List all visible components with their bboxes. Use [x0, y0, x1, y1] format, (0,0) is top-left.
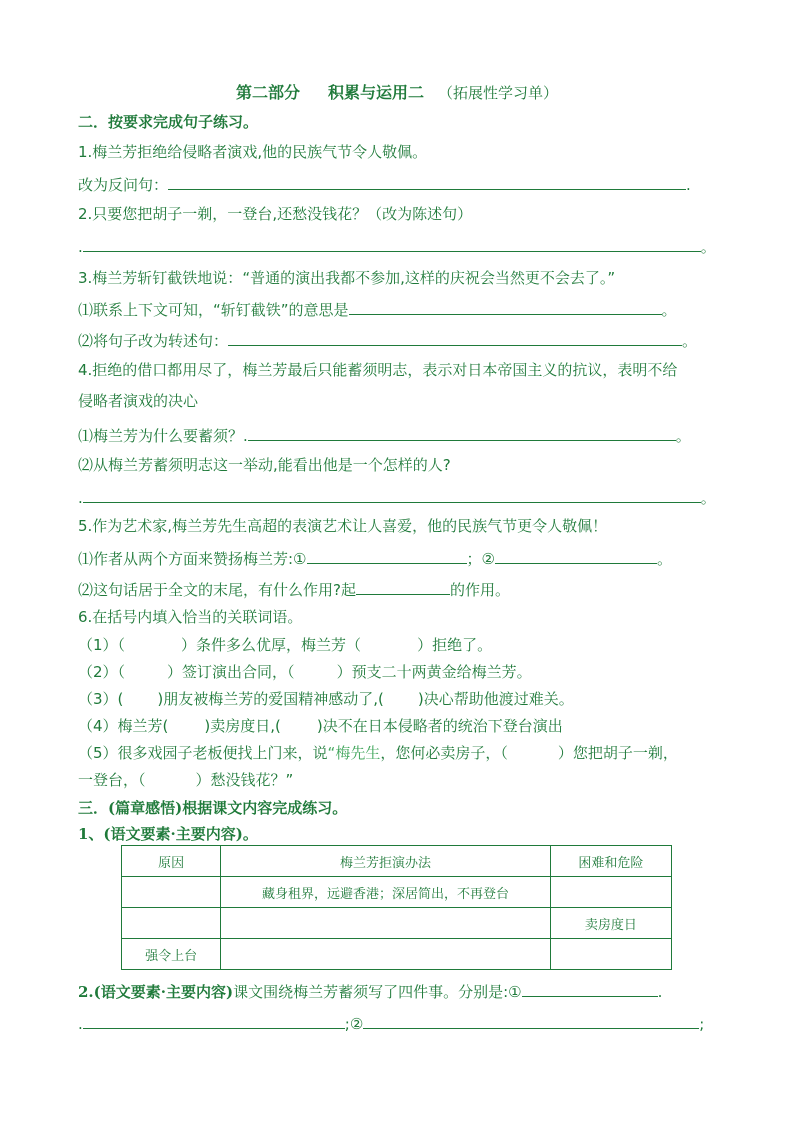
sub2-blank-1[interactable] — [522, 980, 658, 997]
q1-text: 1.梅兰芳拒绝给侵略者演戏,他的民族气节令人敬佩。 — [78, 143, 428, 161]
title-part: 第二部分 — [235, 83, 300, 102]
table-cell: 强令上台 — [122, 939, 221, 970]
q6-5-row: （5）很多戏园子老板便找上门来，说“梅先生，您何必卖房子，（ ）您把胡子一剃， — [78, 744, 678, 762]
section-two-heading: 二．按要求完成句子练习。 — [78, 113, 259, 131]
section-three-sub2-row: 2.(语文要素·主要内容)课文围绕梅兰芳蓄须写了四件事。分别是:① . — [78, 980, 662, 1002]
q4-2-text: ⑵从梅兰芳蓄须明志这一举动,能看出他是一个怎样的人? — [78, 456, 451, 474]
table-cell[interactable] — [550, 877, 671, 908]
q4-text-b: 侵略者演戏的决心 — [78, 392, 199, 410]
q1-answer-blank[interactable] — [168, 173, 686, 190]
q5-2-blank[interactable] — [356, 578, 450, 595]
q5-text: 5.作为艺术家,梅兰芳先生高超的表演艺术让人喜爱，他的民族气节更令人敬佩！ — [78, 517, 608, 535]
q6-text: 6.在括号内填入恰当的关联词语。 — [78, 608, 303, 626]
table-row — [122, 939, 672, 970]
section-three-heading: 三．(篇章感悟)根据课文内容完成练习。 — [78, 799, 348, 817]
q6-5-row-cont: 一登台，（ ）愁没钱花？” — [78, 771, 294, 789]
table-cell[interactable] — [221, 939, 551, 970]
q3-text: 3.梅兰芳斩钉截铁地说：“普通的演出我都不参加,这样的庆祝会当然更不会去了。” — [78, 269, 616, 287]
page-title — [0, 80, 794, 103]
table-cell[interactable] — [221, 908, 551, 939]
q4-1-label: ⑴梅兰芳为什么要蓄须？. — [78, 427, 248, 445]
q6-4-row: （4）梅兰芳( )卖房度日,( )决不在日本侵略者的统治下登台演出 — [78, 717, 563, 735]
title-sub: （拓展性学习单） — [438, 84, 559, 102]
q3-1-label: ⑴联系上下文可知，“斩钉截铁”的意思是 — [78, 301, 349, 319]
table-header-cell: 梅兰芳拒演办法 — [221, 846, 551, 877]
table-cell: 卖房度日 — [550, 908, 671, 939]
q5-2-label: ⑵这句话居于全文的末尾，有什么作用?起 — [78, 581, 356, 599]
table-header-cell: 原因 — [122, 846, 221, 877]
q3-1-blank[interactable] — [349, 298, 662, 315]
q6-1-row: （1）（ ）条件多么优厚，梅兰芳（ ）拒绝了。 — [78, 636, 493, 654]
q6-2-row: （2）（ ）签订演出合同，（ ）预支二十两黄金给梅兰芳。 — [78, 663, 532, 681]
q4-text-a: 4.拒绝的借口都用尽了，梅兰芳最后只能蓄须明志，表示对日本帝国主义的抗议，表明不给 — [78, 361, 678, 379]
title-section: 积累与运用二 — [327, 83, 424, 102]
q1-answer-row: 改为反问句： . — [78, 173, 691, 195]
table-cell[interactable] — [122, 877, 221, 908]
q5-2-row: ⑵这句话居于全文的末尾，有什么作用?起 的作用。 — [78, 578, 510, 600]
q5-1-blank-b[interactable] — [495, 547, 657, 564]
table-row — [122, 908, 672, 939]
table-header-cell: 困难和危险 — [550, 846, 671, 877]
q3-1-row: ⑴联系上下文可知，“斩钉截铁”的意思是 。 — [78, 298, 677, 320]
q2-answer-row: . 。 — [78, 235, 716, 257]
table-header-row — [122, 846, 672, 877]
q5-1-blank-a[interactable] — [307, 547, 467, 564]
q3-2-blank[interactable] — [228, 329, 682, 346]
q6-3-row: （3）( )朋友被梅兰芳的爱国精神感动了,( )决心帮助他渡过难关。 — [78, 690, 574, 708]
q1-label: 改为反问句： — [78, 176, 169, 194]
q4-2-blank[interactable] — [83, 486, 701, 503]
sub2-label: 2.(语文要素·主要内容) — [78, 983, 234, 1001]
sub2-blank-2[interactable] — [83, 1012, 345, 1029]
main-content-table — [121, 845, 672, 970]
table-cell[interactable] — [550, 939, 671, 970]
q4-2-answer-row: . 。 — [78, 486, 716, 508]
q3-2-row: ⑵将句子改为转述句： 。 — [78, 329, 697, 351]
section-three-last-row: . ;② ; — [78, 1012, 704, 1034]
sub2-blank-3[interactable] — [363, 1012, 699, 1029]
table-row — [122, 877, 672, 908]
q5-1-row: ⑴作者从两个方面来赞扬梅兰芳:① ；② 。 — [78, 547, 672, 569]
q4-1-blank[interactable] — [248, 424, 676, 441]
q4-1-row: ⑴梅兰芳为什么要蓄须？. 。 — [78, 424, 691, 446]
q2-answer-blank[interactable] — [83, 235, 701, 252]
table-cell[interactable] — [122, 908, 221, 939]
table-cell: 藏身租界，远避香港；深居简出，不再登台 — [221, 877, 551, 908]
q5-1-label: ⑴作者从两个方面来赞扬梅兰芳:① — [78, 550, 307, 568]
q3-2-label: ⑵将句子改为转述句： — [78, 332, 229, 350]
section-three-sub1: 1、(语文要素·主要内容)。 — [78, 825, 258, 843]
q2-text: 2.只要您把胡子一剃，一登台,还愁没钱花？（改为陈述句） — [78, 205, 473, 223]
